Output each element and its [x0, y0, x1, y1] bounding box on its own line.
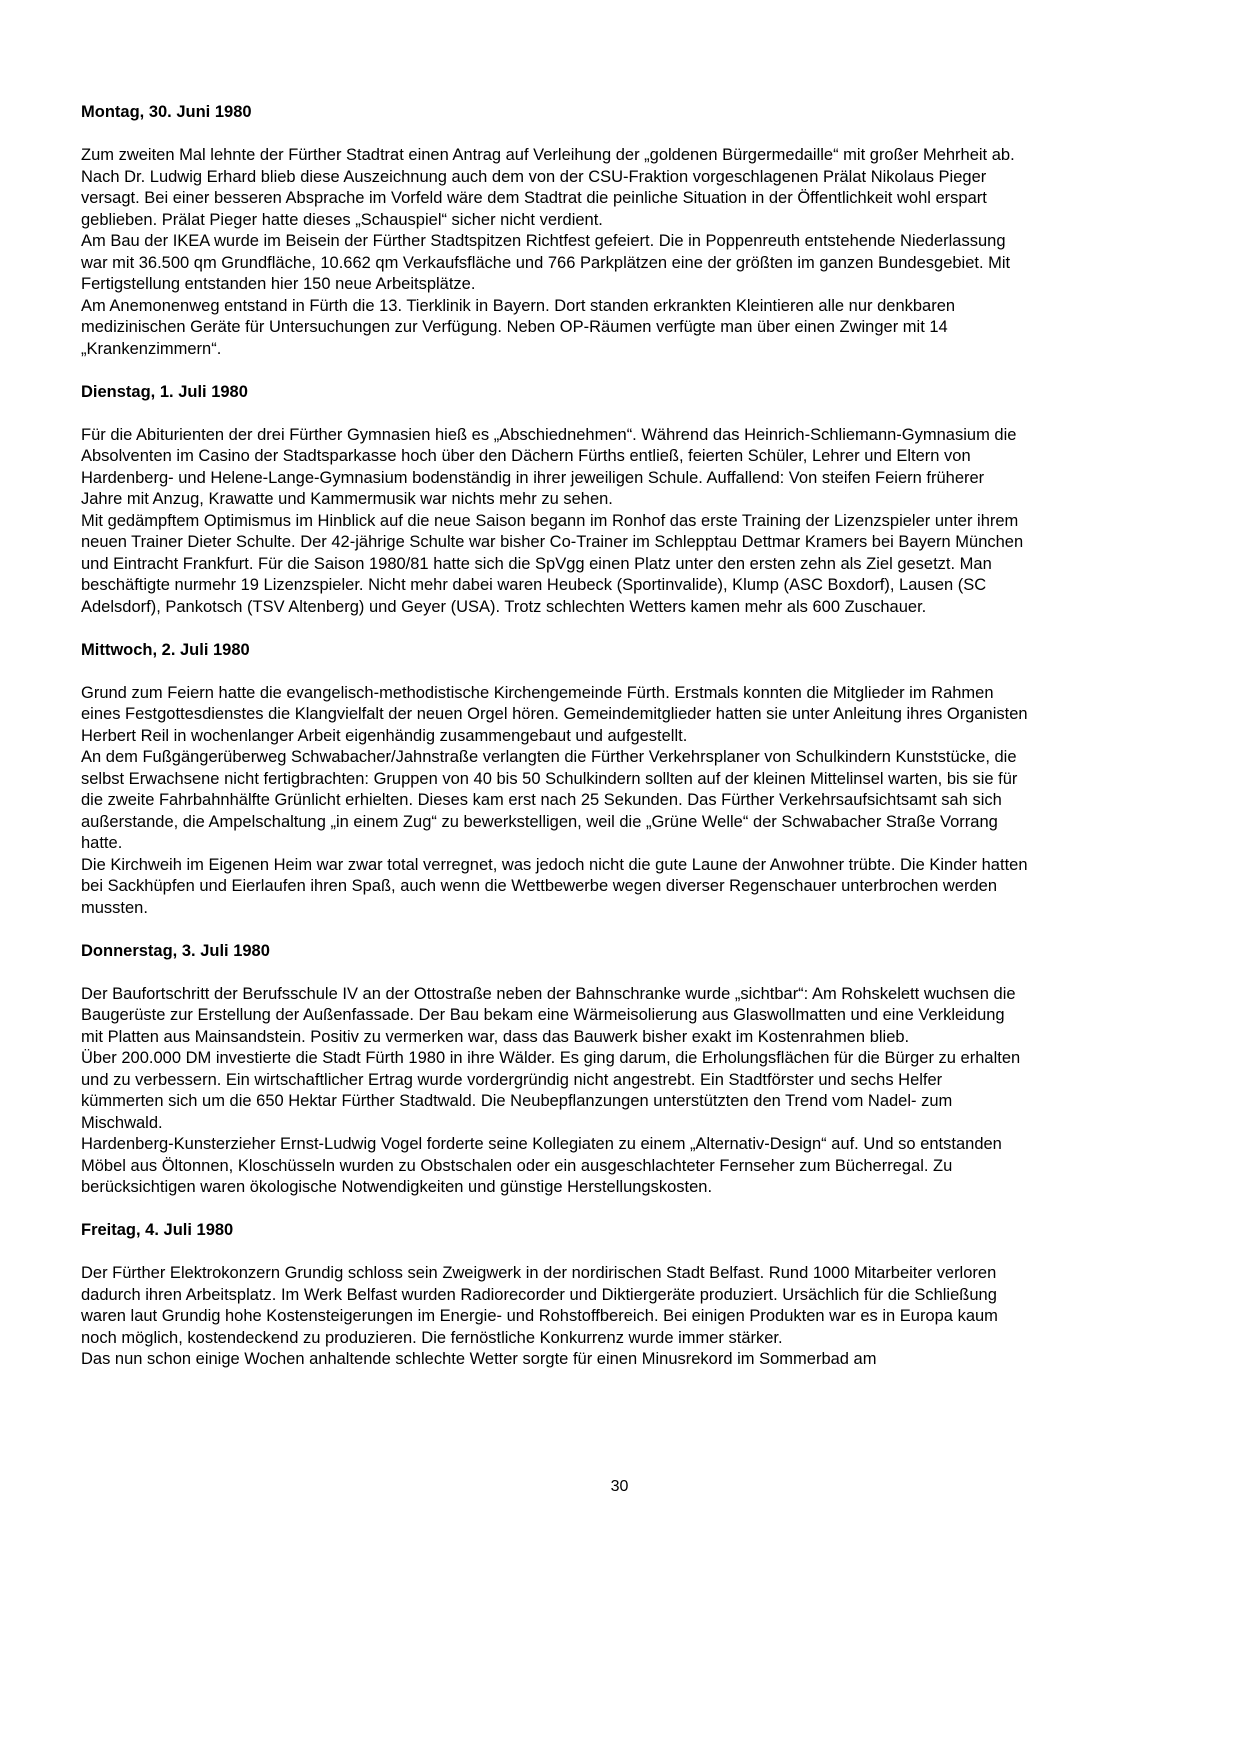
- paragraph: An dem Fußgängerüberweg Schwabacher/Jahnstraße verlangten die Fürther Verkehrsplaner von Schulkindern Kunststücke, die selbst Erwachsene nicht fertigbrachten: Gruppen von 40 bis 50 Schulkindern sollten auf der kleinen Mittelinsel warten, bis sie für die zweite Fahrbahnhälfte Grünlicht erhielten. Dieses kam erst nach 25 Sekunden. Das Fürther Verkehrsaufsichtsamt sah sich außerstande, die Ampelschaltung „in einem Zug“ zu bewerkstelligen, weil die „Grüne Welle“ der Schwabacher Straße Vorrang hatte.: [81, 748, 1018, 852]
- paragraph: Zum zweiten Mal lehnte der Fürther Stadtrat einen Antrag auf Verleihung der „goldenen Bürgermedaille“ mit großer Mehrheit ab. Nach Dr. Ludwig Erhard blieb diese Auszeichnung auch dem von der CSU-Fraktion vorgeschlagenen Prälat Nikolaus Pieger versagt. Bei einer besseren Absprache im Vorfeld wäre dem Stadtrat die peinliche Situation in der Öffentlichkeit wohl erspart geblieben. Prälat Pieger hatte dieses „Schauspiel“ sicher nicht verdient.: [81, 146, 1015, 229]
- paragraph: Die Kirchweih im Eigenen Heim war zwar total verregnet, was jedoch nicht die gute Laune der Anwohner trübte. Die Kinder hatten bei Sackhüpfen und Eierlaufen ihren Spaß, auch wenn die Wettbewerbe wegen diverser Regenschauer unterbrochen werden mussten.: [81, 855, 1028, 917]
- day-heading: Donnerstag, 3. Juli 1980: [81, 941, 270, 960]
- day-heading: Freitag, 4. Juli 1980: [81, 1221, 234, 1239]
- paragraph: Das nun schon einige Wochen anhaltende schlechte Wetter sorgte für einen Minusrekord im Sommerbad am: [81, 1350, 877, 1368]
- page-number: 30: [610, 1478, 629, 1495]
- day-heading: Mittwoch, 2. Juli 1980: [81, 640, 250, 659]
- paragraph: Mit gedämpftem Optimismus im Hinblick auf die neue Saison begann im Ronhof das erste Training der Lizenzspieler unter ihrem neuen Trainer Dieter Schulte. Der 42-jährige Schulte war bisher Co-Trainer im Schlepptau Dettmar Kramers bei Bayern München und Eintracht Frankfurt. Für die Saison 1980/81 hatte sich die SpVgg einen Platz unter den ersten zehn als Ziel gesetzt. Man beschäftigte nurmehr 19 Lizenzspieler. Nicht mehr dabei waren Heubeck (Sportinvalide), Klump (ASC Boxdorf), Lausen (SC Adelsdorf), Pankotsch (TSV Altenberg) und Geyer (USA). Trotz schlechten Wetters kamen mehr als 600 Zuschauer.: [81, 511, 1024, 616]
- paragraph: Für die Abiturienten der drei Fürther Gymnasien hieß es „Abschiednehmen“. Während das Heinrich-Schliemann-Gymnasium die Absolventen im Casino der Stadtsparkasse hoch über den Dächern Fürths entließ, feierten Schüler, Lehrer und Eltern von Hardenberg- und Helene-Lange-Gymnasium bodenständig in ihrer jeweiligen Schule. Auffallend: Von steifen Feiern früherer Jahre mit Anzug, Krawatte und Kammermusik war nichts mehr zu sehen.: [81, 425, 1017, 508]
- day-heading: Dienstag, 1. Juli 1980: [81, 382, 248, 401]
- paragraph: Am Anemonenweg entstand in Fürth die 13. Tierklinik in Bayern. Dort standen erkrankten Kleintieren alle nur denkbaren medizinischen Geräte für Untersuchungen zur Verfügung. Neben OP-Räumen verfügte man über einen Zwinger mit 14 „Krankenzimmern“.: [81, 296, 956, 358]
- paragraph: Hardenberg-Kunsterzieher Ernst-Ludwig Vogel forderte seine Kollegiaten zu einem „Alternativ-Design“ auf. Und so entstanden Möbel aus Öltonnen, Kloschüsseln wurden zu Obstschalen oder ein ausgeschlachteter Fernseher zum Bücherregal. Zu berücksichtigen waren ökologische Notwendigkeiten und günstige Herstellungskosten.: [81, 1135, 1002, 1196]
- section-mittwoch: [81, 640, 1029, 920]
- section-montag: [81, 102, 1029, 360]
- day-heading: Montag, 30. Juni 1980: [81, 103, 252, 121]
- paragraph: Grund zum Feiern hatte die evangelisch-methodistische Kirchengemeinde Fürth. Erstmals konnten die Mitglieder im Rahmen eines Festgottesdienstes die Klangvielfalt der neuen Orgel hören. Gemeindemitglieder hatten sie unter Anleitung ihres Organisten Herbert Reil in wochenlanger Arbeit eigenhändig zusammengebaut und aufgestellt.: [81, 683, 1028, 745]
- paragraph: Am Bau der IKEA wurde im Beisein der Fürther Stadtspitzen Richtfest gefeiert. Die in Poppenreuth entstehende Niederlassung war mit 36.500 qm Grundfläche, 10.662 qm Verkaufsfläche und 766 Parkplätzen eine der größten im ganzen Bundesgebiet. Mit Fertigstellung entstanden hier 150 neue Arbeitsplätze.: [81, 232, 1011, 293]
- paragraph: Der Fürther Elektrokonzern Grundig schloss sein Zweigwerk in der nordirischen Stadt Belfast. Rund 1000 Mitarbeiter verloren dadurch ihren Arbeitsplatz. Im Werk Belfast wurden Radiorecorder und Diktiergeräte produziert. Ursächlich für die Schließung waren laut Grundig hohe Kostensteigerungen im Energie- und Rohstoffbereich. Bei einigen Produkten war es in Europa kaum noch möglich, kostendeckend zu produzieren. Die fernöstliche Konkurrenz wurde immer stärker.: [81, 1264, 998, 1347]
- paragraph: Über 200.000 DM investierte die Stadt Fürth 1980 in ihre Wälder. Es ging darum, die Erholungsflächen für die Bürger zu erhalten und zu verbessern. Ein wirtschaftlicher Ertrag wurde vordergründig nicht angestrebt. Ein Stadtförster und sechs Helfer kümmerten sich um die 650 Hektar Fürther Stadtwald. Die Neubepflanzungen unterstützten den Trend vom Nadel- zum Mischwald.: [81, 1049, 1021, 1132]
- section-donnerstag: [81, 941, 1029, 1199]
- section-freitag: [81, 1220, 1029, 1371]
- document-content: [81, 102, 1029, 1371]
- section-dienstag: [81, 382, 1029, 619]
- paragraph: Der Baufortschritt der Berufsschule IV an der Ottostraße neben der Bahnschranke wurde „sichtbar“: Am Rohskelett wuchsen die Baugerüste zur Erstellung der Außenfassade. Der Bau bekam eine Wärmeisolierung aus Glaswollmatten und eine Verkleidung mit Platten aus Mainsandstein. Positiv zu vermerken war, dass das Bauwerk bisher exakt im Kostenrahmen blieb.: [81, 984, 1016, 1046]
